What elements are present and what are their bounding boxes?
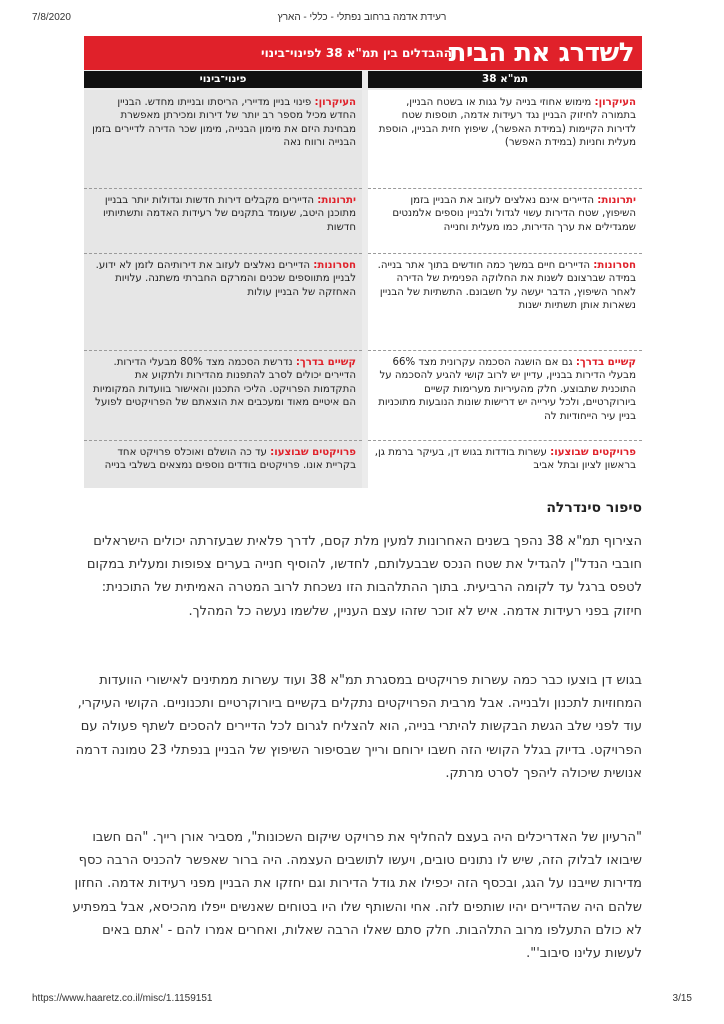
column-tama38 [368,90,642,488]
tama38-disadvantages [374,259,636,313]
print-header [32,12,692,26]
row-text: מימוש אחוזי בנייה על גגות או בשטח הבניין, בתמורה לחיזוק הבניין נגד רעידות אדמה, תוספות שטח לדירות הקיימות (במידת האפשר), שיפוץ חזית הבניין, הוספת מעלית וחניות (במידת האפשר) [378,97,636,149]
row-divider [84,188,362,189]
pinui-disadvantages [90,259,356,299]
section-heading: סיפור סינדרלה [546,500,642,516]
row-label: יתרונות: [317,195,356,206]
infographic-banner [84,36,642,70]
column-header-pinui-binui: פינוי־בינוי [84,71,362,88]
row-label: קשיים בדרך: [575,357,636,368]
tama38-principle [374,96,636,150]
column-pinui-binui [84,90,362,488]
print-url: https://www.haaretz.co.il/misc/1.1159151 [32,993,213,1004]
column-header-tama38: תמ"א 38 [368,71,642,88]
print-date: 7/8/2020 [32,12,71,23]
comparison-infographic [84,36,642,488]
row-text: נדרשת הסכמה מצד 80% מבעלי הדירות. הדיירים יכולים לסרב להתפנות מהדירות ולתקוע את התקדמות הפרויקט. הליכי התכנון והאישור בוועדות המקומיות הם איטיים מאוד ומעכבים את הוצאתם של הפרויקטים לפועל [93,357,356,409]
row-divider [368,188,642,189]
tama38-obstacles [374,356,636,423]
print-page-counter: 3/15 [672,993,692,1004]
article-paragraph: בגוש דן בוצעו כבר כמה עשרות פרויקטים במסגרת תמ"א 38 ועוד עשרות ממתינים לאישורי הוועדות המחוזיות לתכנון ולבנייה. אבל מרבית הפרויקטים נתקלים בקשיים ביורוקרטיים ותכנוניים. הקושי העיקרי, עוד לפני שלב הגשת הבקשות להיתרי בנייה, הוא להצליח לגרום לכל הדיירים להסכים לשתף פעולה עם הפרויקט. בדיוק בגלל הקושי הזה חשבו ירוחם ורייך שבסיפור השיפוץ של הבניין בנפתלי 23 טמונה דרמה אנושית שיכולה ליהפך לסרט מרתק. [75,673,642,781]
row-label: יתרונות: [597,195,636,206]
row-text: עשרות בודדות בגוש דן, בעיקר ברמת גן, בראשון לציון ובתל אביב [374,447,636,472]
row-text: עד כה הושלם ואוכלס פרויקט אחד בקריית אונו. פרויקטים בודדים נוספים נמצאים בשלבי בנייה [104,447,356,472]
print-doc-title: רעידת אדמה ברחוב נפתלי - כללי - הארץ [277,12,447,23]
row-text: הדיירים נאלצים לעזוב את דירותיהם לזמן לא ידוע. לבניין מתווספים שכנים והמרקם החברתי משתנה. עלויות האחזקה של הבניין עולות [95,260,356,298]
row-divider [368,350,642,351]
pinui-principle [90,96,356,150]
infographic-subtitle: ההבדלים בין תמ"א 38 לפינוי־בינוי [261,46,452,60]
row-label: חסרונות: [593,260,636,271]
pinui-advantages [90,194,356,234]
row-label: פרויקטים שבוצעו: [550,447,636,458]
row-text: הדיירים חיים במשך כמה חודשים בתוך אתר בנייה. במידה שברצונם לשנות את החלוקה הפנימית של הדירה לאחר השיפוץ, הדבר יעשה על חשבונם. התשתיות של הבניין נשארות אותן תשתיות ישנות [377,260,636,312]
infographic-title: לשדרג את הבית [448,38,634,68]
article-paragraph: "הרעיון של האדריכלים היה בעצם להחליף את פרויקט שיקום השכונות", מסביר אורן רייך. "הם חשבו שיבואו לבלוק הזה, שיש לו נתונים טובים, ויעשו לתושבים העצמה. היה ברור שאפשר להכניס הרבה כסף מדירות שייבנו על הגג, ובכסף הזה יכפילו את גודל הדירות וגם יחזקו את הבניין מפני רעידות אדמה. החזון שלהם היה שהדיירים יהיו שותפים לזה. אחי והשותף שלו היו בטוחים שאנשים ייפלו מהכיסא, אבל במפתיע לא כולם התעלפו מרוב התלהבות. חלק סתם שאלו הרבה שאלות, ואחרים אמרו להם - 'אתם באים לעשות עלינו סיבוב'". [72,830,642,962]
pinui-completed-projects [90,446,356,473]
row-label: העיקרון: [314,97,356,108]
pinui-obstacles [90,356,356,410]
article-paragraph: הצירוף תמ"א 38 נהפך בשנים האחרונות למעין מלת קסם, לדרך פלאית שבעזרתה יכולים הישראלים חובבי הנדל"ן להגדיל את שטח הנכס שבבעלותם, לחדשו, להוסיף חנייה בערים צפופות ומעלית במקום לטפס ברגל עד לקומה הרביעית. בתוך ההתלהבות הזו נשכחת לרוב המטרה האמיתית של התוכנית: חיזוק בפני רעידות אדמה. איש לא זוכר שזהו עצם העניין, שלשמו נעשה כל המהלך. [86,534,642,619]
tama38-completed-projects [374,446,636,473]
row-divider [84,440,362,441]
tama38-advantages [374,194,636,234]
row-label: קשיים בדרך: [295,357,356,368]
row-text: הדיירים אינם נאלצים לעזוב את הבניין בזמן השיפוץ, שטח הדירות עשוי לגדול ולבניין נוספים אלמנטים שמגדילים את ערך הדירות, כמו מעלית וחנייה [392,195,636,233]
row-label: חסרונות: [313,260,356,271]
row-text: גם אם הושגה הסכמה עקרונית מצד 66% מבעלי הדירות בבניין, עדיין יש לרוב קושי להגיע להסכמה על התוכנית שתבוצע. חלק מהעיריות מערימות קשיים ביורוקרטיים, ולכל עירייה יש דרישות שונות הנובעות מתוכניות בניין עיר הייחודיות לה [378,357,636,422]
row-text: פינוי בניין מדיירי, הריסתו ובנייתו מחדש. הבניין החדש מכיל מספר רב יותר של דירות ומכירתן מאפשרת מבחינת היזם את מימון הבנייה, מימון שכר הדירה לדיירים בזמן הבנייה ורווח נאה [92,97,356,149]
row-label: פרויקטים שבוצעו: [270,447,356,458]
row-divider [368,253,642,254]
row-divider [84,350,362,351]
row-label: העיקרון: [594,97,636,108]
row-divider [84,253,362,254]
row-text: הדיירים מקבלים דירות חדשות וגדולות יותר בבניין מתוכנן היטב, שעומד בתקנים של רעידות האדמה ותשתיותיו חדשות [103,195,356,233]
print-footer [32,993,692,1007]
row-divider [368,440,642,441]
